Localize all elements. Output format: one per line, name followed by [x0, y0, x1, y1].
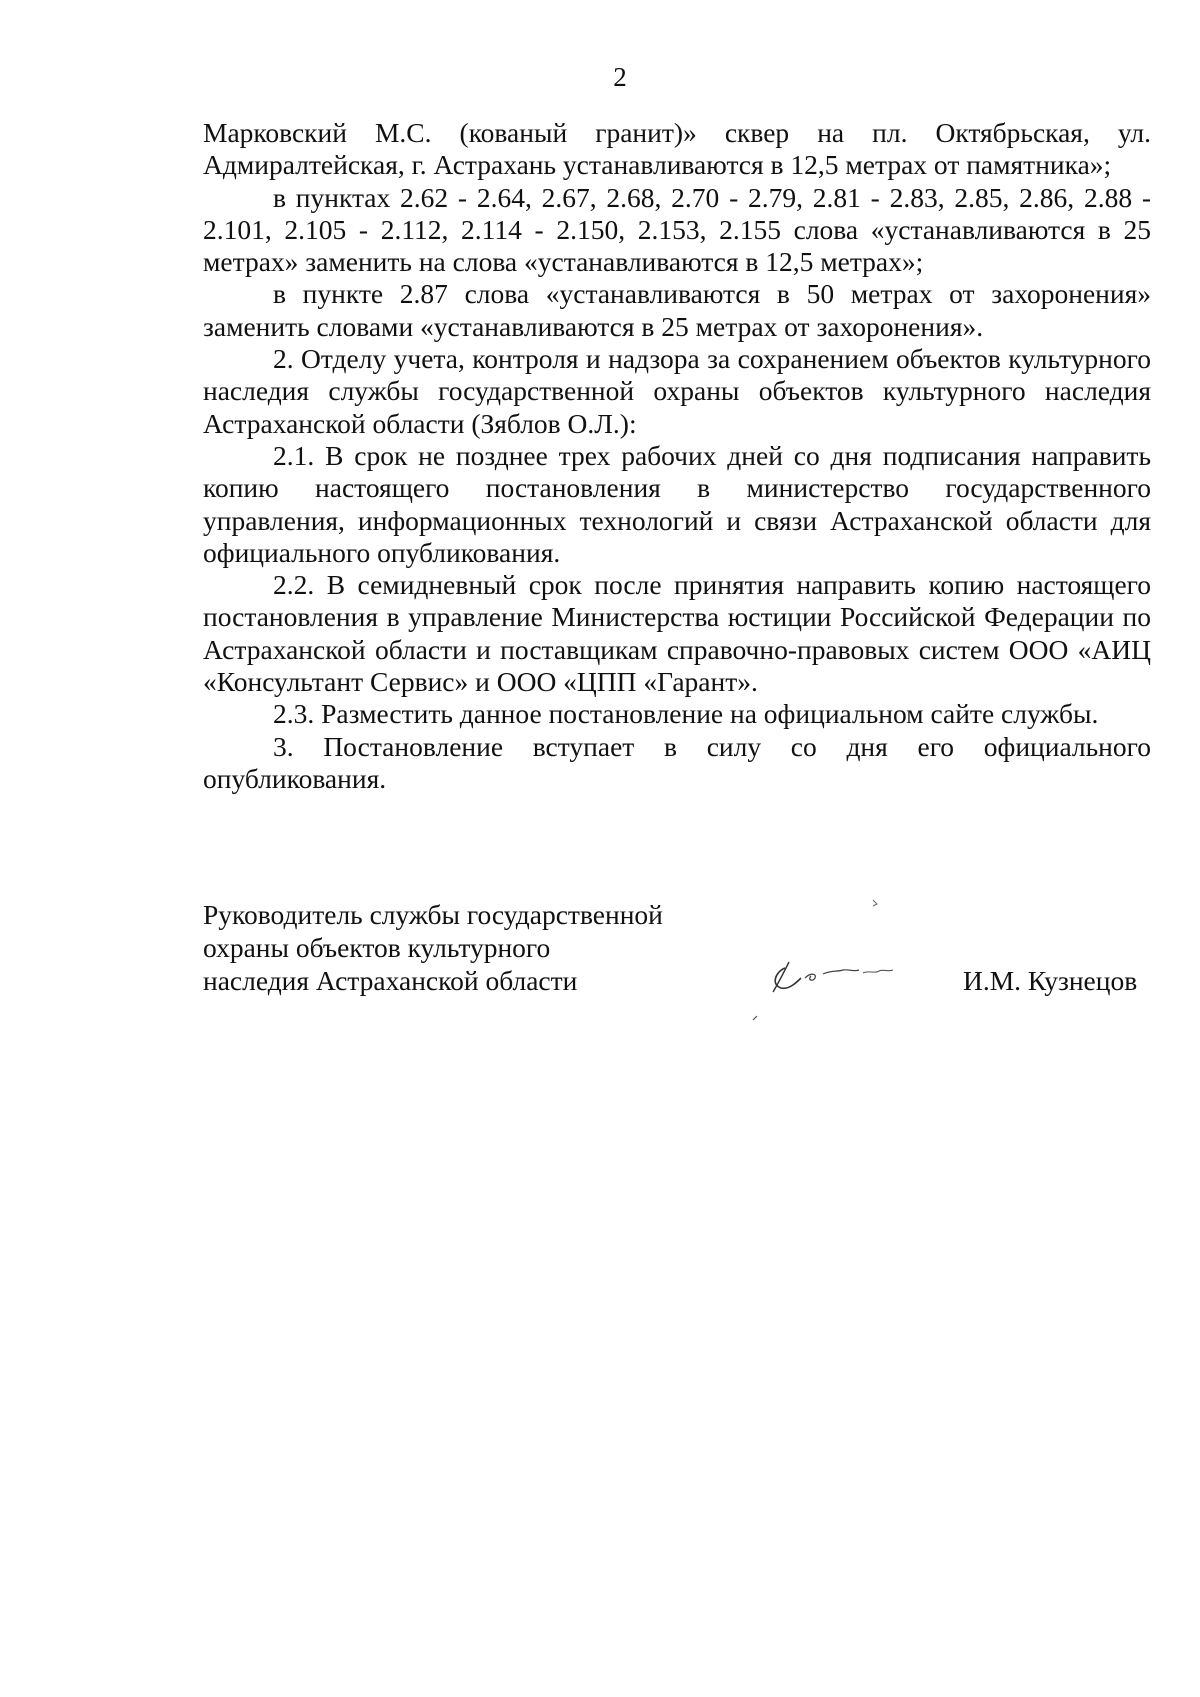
paragraph-point-287: в пункте 2.87 слова «устанавливаются в 50 метрах от захоронения» заменить словами «устанавливаются в 25 метрах от захоронения».: [203, 278, 1151, 342]
paragraph-item-2-3: 2.3. Разместить данное постановление на официальном сайте службы.: [273, 698, 1099, 730]
signer-position-line: Руководитель службы государственной: [203, 899, 663, 930]
handwritten-signature: [745, 870, 945, 1020]
page-number: 2: [613, 62, 627, 92]
signer-position: [203, 898, 663, 997]
paragraph-continuation: Марковский М.С. (кованый гранит)» сквер на пл. Октябрьская, ул. Адмиралтейская, г. Астрахань устанавливаются в 12,5 метрах от памятника»;: [203, 117, 1151, 181]
paragraph-item-2: 2. Отделу учета, контроля и надзора за сохранением объектов культурного наследия службы государственной охраны объектов культурного наследия Астраханской области (Зяблов О.Л.):: [203, 343, 1151, 439]
signer-position-line: охраны объектов культурного: [203, 932, 551, 963]
paragraph-item-2-2: 2.2. В семидневный срок после принятия направить копию настоящего постановления в управление Министерства юстиции Российской Федерации по Астраханской области и поставщикам справочно-правовых систем ООО «АИЦ «Консультант Сервис» и ООО «ЦПП «Гарант».: [203, 569, 1151, 698]
signer-position-line: наследия Астраханской области: [203, 965, 578, 996]
signer-name: И.М. Кузнецов: [963, 965, 1138, 996]
paragraph-points-amendment: в пунктах 2.62 - 2.64, 2.67, 2.68, 2.70 - 2.79, 2.81 - 2.83, 2.85, 2.86, 2.88 - 2.101, 2.105 - 2.112, 2.114 - 2.150, 2.153, 2.155 слова «устанавливаются в 25 метрах» заменить на слова «устанавливаются в 12,5 метрах»;: [203, 181, 1151, 278]
paragraph-item-3: 3. Постановление вступает в силу со дня его официального опубликования.: [203, 730, 1151, 794]
paragraph-item-2-1: 2.1. В срок не позднее трех рабочих дней со дня подписания направить копию настоящего постановления в министерство государственного управления, информационных технологий и связи Астраханской области для официального опубликования.: [203, 439, 1151, 568]
document-body: [203, 117, 1151, 795]
